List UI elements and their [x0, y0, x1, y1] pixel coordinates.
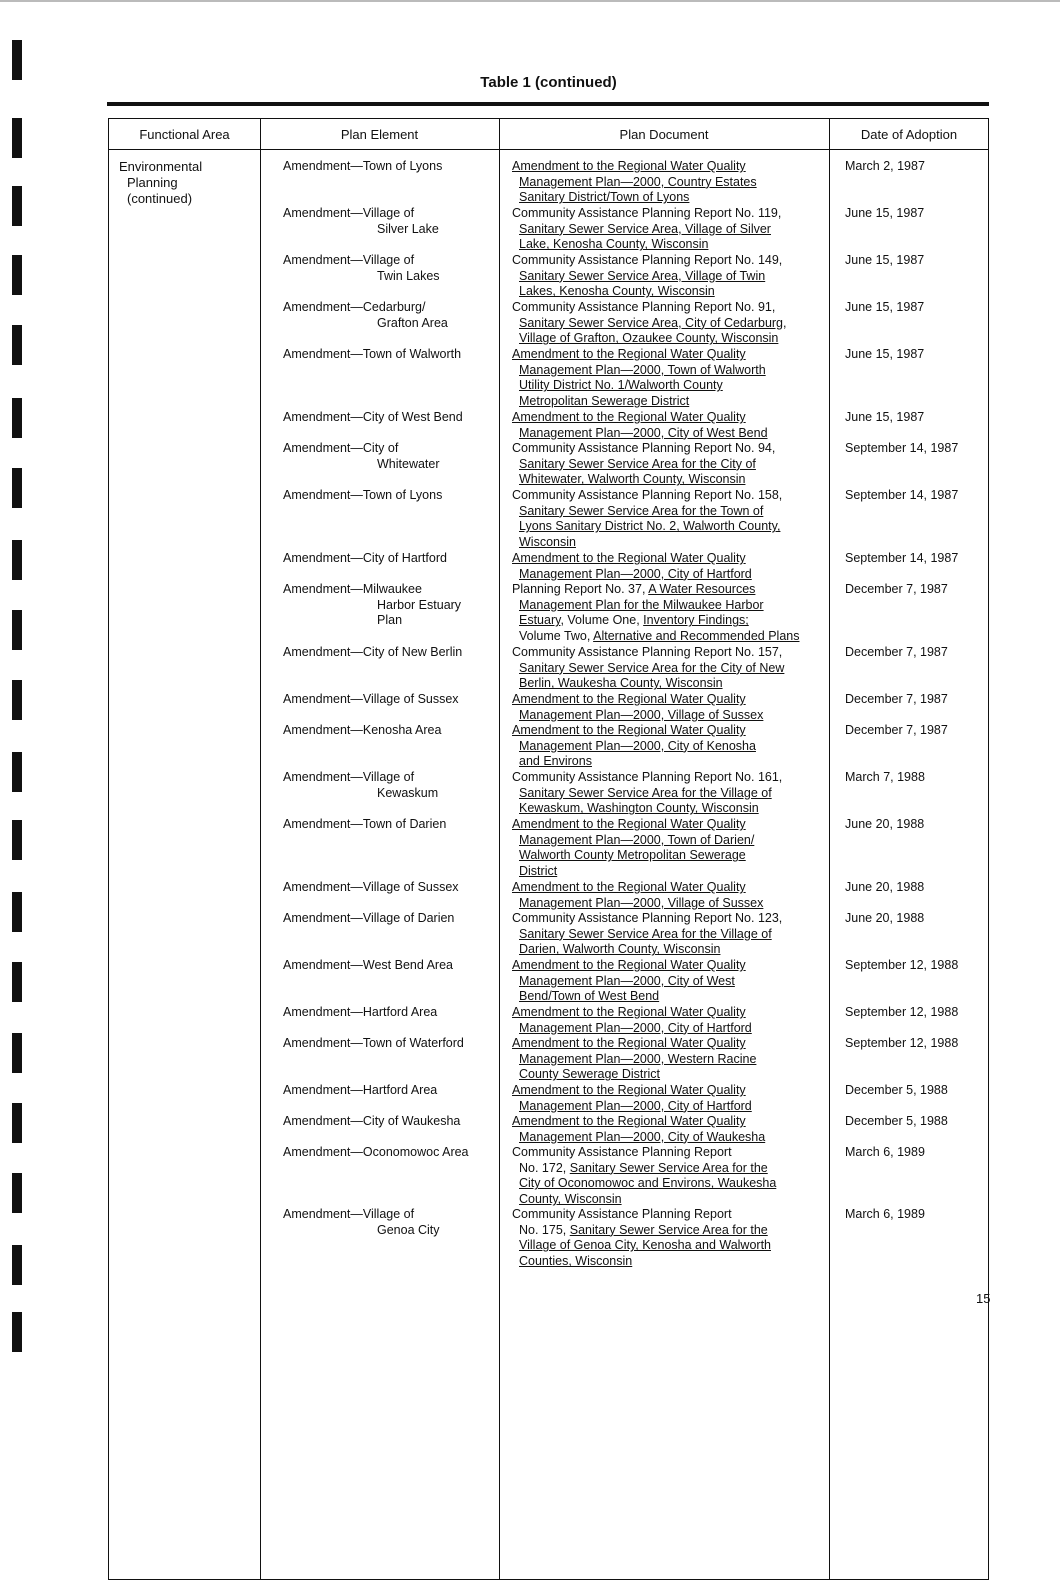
plan-document-line: Sanitary Sewer Service Area for the Town of	[519, 503, 764, 518]
date-of-adoption-cell: June 20, 1988	[845, 911, 925, 925]
plan-element-line: Amendment—Village of Sussex	[283, 692, 459, 706]
plan-document-cell	[512, 410, 832, 441]
plan-element-cell	[283, 551, 503, 567]
plan-element-cell	[283, 692, 503, 708]
header-plan-document: Plan Document	[619, 127, 709, 142]
plan-document-line: Utility District No. 1/Walworth County	[519, 378, 723, 393]
plan-element-cell	[283, 1083, 503, 1099]
binder-mark	[12, 468, 22, 508]
plan-element-line: Twin Lakes	[377, 268, 440, 283]
plan-element-line: Amendment—City of Hartford	[283, 551, 447, 565]
plan-document-line: Whitewater, Walworth County, Wisconsin	[519, 472, 746, 487]
plan-document-line: and Environs	[519, 754, 592, 769]
plan-element-line: Amendment—Town of Waterford	[283, 1036, 464, 1050]
date-of-adoption-cell: September 14, 1987	[845, 488, 959, 502]
plan-document-line: Amendment to the Regional Water Quality	[512, 1005, 746, 1019]
plan-document-line: Bend/Town of West Bend	[519, 989, 660, 1004]
date-of-adoption-cell: June 15, 1987	[845, 253, 925, 267]
plan-document-line: Metropolitan Sewerage District	[519, 394, 690, 409]
plan-document-line: Volume Two, Alternative and Recommended Plans	[519, 629, 800, 644]
plan-document-line: Community Assistance Planning Report No. 161,	[512, 770, 783, 784]
plan-document-cell	[512, 253, 832, 300]
plan-document-line: County, Wisconsin	[519, 1192, 622, 1207]
plan-document-cell	[512, 1114, 832, 1145]
plan-document-line: Sanitary Sewer Service Area for the City of	[519, 456, 756, 471]
plan-element-cell	[283, 1036, 503, 1052]
plan-element-cell	[283, 645, 503, 661]
plan-element-line: Kewaskum	[377, 785, 439, 800]
plan-element-cell	[283, 1145, 503, 1161]
plan-document-cell	[512, 770, 832, 817]
plan-element-line: Amendment—Village of	[283, 206, 415, 220]
plan-document-line: Management Plan—2000, City of Hartford	[519, 1020, 752, 1035]
plan-document-line: Sanitary Sewer Service Area for the Village of	[519, 785, 772, 800]
plan-document-line: Management Plan for the Milwaukee Harbor	[519, 597, 764, 612]
plan-document-cell	[512, 1036, 832, 1083]
plan-document-cell	[512, 441, 832, 488]
plan-element-line: Amendment—Village of Darien	[283, 911, 455, 925]
binder-mark	[12, 962, 22, 1002]
header-plan-element: Plan Element	[340, 127, 419, 142]
plan-document-line: Lakes, Kenosha County, Wisconsin	[519, 284, 715, 299]
plan-document-line: Management Plan—2000, Town of Walworth	[519, 362, 766, 377]
binder-mark	[12, 752, 22, 792]
plan-element-line: Amendment—Village of	[283, 1207, 415, 1221]
plan-document-line: Sanitary District/Town of Lyons	[519, 190, 690, 205]
date-of-adoption-cell: September 12, 1988	[845, 1005, 959, 1019]
plan-element-cell	[283, 441, 503, 472]
plan-element-line: Amendment—Hartford Area	[283, 1005, 438, 1019]
plan-element-cell	[283, 1207, 503, 1238]
binder-mark	[12, 255, 22, 295]
plan-document-cell	[512, 551, 832, 582]
date-of-adoption-cell: June 15, 1987	[845, 347, 925, 361]
plan-document-line: Community Assistance Planning Report No. 94,	[512, 441, 776, 455]
date-of-adoption-cell: March 7, 1988	[845, 770, 925, 784]
plan-document-line: Amendment to the Regional Water Quality	[512, 723, 746, 737]
plan-element-cell	[283, 817, 503, 833]
plan-element-cell	[283, 880, 503, 896]
binder-mark	[12, 1103, 22, 1143]
plan-document-line: Sanitary Sewer Service Area, Village of Twin	[519, 268, 766, 283]
plan-document-line: Management Plan—2000, City of West	[519, 973, 735, 988]
plan-document-cell	[512, 1145, 832, 1208]
plan-document-line: Community Assistance Planning Report No. 157,	[512, 645, 783, 659]
binder-mark	[12, 118, 22, 158]
plan-element-line: Amendment—City of	[283, 441, 399, 455]
plan-element-cell	[283, 488, 503, 504]
plan-document-line: Amendment to the Regional Water Quality	[512, 692, 746, 706]
plan-document-cell	[512, 582, 832, 645]
plan-element-line: Amendment—Town of Darien	[283, 817, 447, 831]
functional-area-line: (continued)	[127, 191, 193, 206]
plan-document-line: Community Assistance Planning Report No. 158,	[512, 488, 783, 502]
plan-element-line: Genoa City	[377, 1222, 440, 1237]
binder-mark	[12, 1312, 22, 1352]
plan-element-line: Amendment—Village of	[283, 253, 415, 267]
plan-document-line: Estuary, Volume One, Inventory Findings;	[519, 613, 749, 628]
plan-document-line: Counties, Wisconsin	[519, 1254, 633, 1269]
plan-element-cell	[283, 300, 503, 331]
date-of-adoption-cell: December 7, 1987	[845, 692, 948, 706]
plan-element-line: Amendment—Town of Lyons	[283, 159, 443, 173]
plan-document-line: Community Assistance Planning Report	[512, 1207, 732, 1221]
plan-document-line: Sanitary Sewer Service Area, Village of Silver	[519, 221, 771, 236]
date-of-adoption-cell: September 12, 1988	[845, 1036, 959, 1050]
plan-document-cell	[512, 1083, 832, 1114]
header-date-of-adoption: Date of Adoption	[860, 127, 958, 142]
date-of-adoption-cell: March 2, 1987	[845, 159, 925, 173]
plan-document-line: Community Assistance Planning Report No. 119,	[512, 206, 782, 220]
date-of-adoption-cell: June 15, 1987	[845, 206, 925, 220]
plan-document-line: Sanitary Sewer Service Area for the City of New	[519, 660, 785, 675]
column-divider	[260, 119, 261, 1579]
plan-document-cell	[512, 347, 832, 410]
plan-document-cell	[512, 817, 832, 880]
plan-element-cell	[283, 582, 503, 629]
plan-document-line: Lake, Kenosha County, Wisconsin	[519, 237, 709, 252]
date-of-adoption-cell: June 15, 1987	[845, 410, 925, 424]
adoption-table	[108, 118, 989, 1580]
plan-document-line: Lyons Sanitary District No. 2, Walworth County,	[519, 519, 781, 534]
plan-document-line: County Sewerage District	[519, 1067, 661, 1082]
plan-document-line: Management Plan—2000, Country Estates	[519, 174, 757, 189]
plan-document-cell	[512, 206, 832, 253]
plan-document-cell	[512, 1005, 832, 1036]
plan-document-line: Kewaskum, Washington County, Wisconsin	[519, 801, 759, 816]
plan-element-cell	[283, 770, 503, 801]
plan-element-cell	[283, 723, 503, 739]
date-of-adoption-cell: September 14, 1987	[845, 441, 959, 455]
plan-document-line: Amendment to the Regional Water Quality	[512, 1036, 746, 1050]
plan-element-cell	[283, 1005, 503, 1021]
plan-document-line: Sanitary Sewer Service Area, City of Cedarburg,	[519, 315, 787, 330]
plan-document-cell	[512, 692, 832, 723]
plan-document-line: City of Oconomowoc and Environs, Waukesha	[519, 1176, 777, 1191]
plan-document-line: Darien, Walworth County, Wisconsin	[519, 942, 721, 957]
plan-document-line: Management Plan—2000, Village of Sussex	[519, 895, 764, 910]
plan-document-line: Community Assistance Planning Report No. 123,	[512, 911, 783, 925]
plan-document-line: Amendment to the Regional Water Quality	[512, 159, 746, 173]
plan-document-cell	[512, 911, 832, 958]
plan-document-line: Community Assistance Planning Report No. 149,	[512, 253, 783, 267]
date-of-adoption-cell: June 20, 1988	[845, 817, 925, 831]
date-of-adoption-cell: December 7, 1987	[845, 723, 948, 737]
date-of-adoption-cell: December 7, 1987	[845, 582, 948, 596]
header-functional-area: Functional Area	[139, 127, 230, 142]
plan-document-line: Amendment to the Regional Water Quality	[512, 410, 746, 424]
plan-document-line: Amendment to the Regional Water Quality	[512, 551, 746, 565]
plan-document-line: Amendment to the Regional Water Quality	[512, 1114, 746, 1128]
plan-document-cell	[512, 958, 832, 1005]
functional-area-cell	[119, 159, 202, 207]
plan-document-line: Amendment to the Regional Water Quality	[512, 958, 746, 972]
plan-element-line: Amendment—Village of Sussex	[283, 880, 459, 894]
functional-area-line: Environmental	[119, 159, 203, 174]
plan-document-cell	[512, 645, 832, 692]
plan-element-cell	[283, 1114, 503, 1130]
plan-element-line: Whitewater	[377, 456, 440, 471]
plan-element-line: Silver Lake	[377, 221, 439, 236]
plan-element-line: Amendment—Hartford Area	[283, 1083, 438, 1097]
plan-document-cell	[512, 159, 832, 206]
plan-document-cell	[512, 880, 832, 911]
binder-mark	[12, 1245, 22, 1285]
plan-document-line: Management Plan—2000, City of Waukesha	[519, 1129, 766, 1144]
plan-document-line: No. 172, Sanitary Sewer Service Area for the	[519, 1160, 768, 1175]
plan-document-line: Wisconsin	[519, 535, 576, 550]
date-of-adoption-cell: June 20, 1988	[845, 880, 925, 894]
plan-document-cell	[512, 723, 832, 770]
plan-element-cell	[283, 206, 503, 237]
plan-element-line: Amendment—Oconomowoc Area	[283, 1145, 469, 1159]
plan-element-line: Amendment—Cedarburg/	[283, 300, 426, 314]
plan-document-line: Village of Genoa City, Kenosha and Walworth	[519, 1238, 771, 1253]
header-divider	[109, 149, 988, 150]
plan-document-cell	[512, 488, 832, 551]
plan-document-line: District	[519, 864, 558, 879]
plan-document-line: Community Assistance Planning Report	[512, 1145, 732, 1159]
binder-mark	[12, 610, 22, 650]
plan-document-line: Berlin, Waukesha County, Wisconsin	[519, 676, 723, 691]
plan-document-line: Amendment to the Regional Water Quality	[512, 347, 746, 361]
plan-document-line: Management Plan—2000, Village of Sussex	[519, 707, 764, 722]
plan-element-cell	[283, 159, 503, 175]
plan-document-line: Management Plan—2000, City of Hartford	[519, 566, 752, 581]
plan-element-line: Amendment—Village of	[283, 770, 415, 784]
title-rule	[107, 102, 989, 106]
date-of-adoption-cell: September 12, 1988	[845, 958, 959, 972]
plan-element-line: Amendment—City of Waukesha	[283, 1114, 461, 1128]
plan-document-line: Village of Grafton, Ozaukee County, Wisconsin	[519, 331, 779, 346]
plan-element-line: Amendment—Milwaukee	[283, 582, 422, 596]
plan-element-line: Amendment—Kenosha Area	[283, 723, 442, 737]
plan-document-line: Management Plan—2000, City of Hartford	[519, 1098, 752, 1113]
binder-mark	[12, 186, 22, 226]
binder-mark	[12, 1173, 22, 1213]
functional-area-line: Planning	[127, 175, 178, 190]
column-divider	[499, 119, 500, 1579]
date-of-adoption-cell: March 6, 1989	[845, 1207, 925, 1221]
date-of-adoption-cell: June 15, 1987	[845, 300, 925, 314]
scan-edge	[0, 0, 1060, 2]
date-of-adoption-cell: December 7, 1987	[845, 645, 948, 659]
plan-element-line: Amendment—City of New Berlin	[283, 645, 463, 659]
binder-mark	[12, 540, 22, 580]
plan-element-line: Amendment—Town of Lyons	[283, 488, 443, 502]
date-of-adoption-cell: December 5, 1988	[845, 1083, 948, 1097]
plan-element-line: Plan	[377, 613, 403, 628]
plan-element-line: Grafton Area	[377, 315, 448, 330]
binder-mark	[12, 398, 22, 438]
plan-document-line: Management Plan—2000, City of Kenosha	[519, 738, 756, 753]
plan-document-line: Amendment to the Regional Water Quality	[512, 1083, 746, 1097]
plan-document-line: Management Plan—2000, City of West Bend	[519, 425, 768, 440]
plan-document-line: Community Assistance Planning Report No. 91,	[512, 300, 776, 314]
plan-element-line: Amendment—Town of Walworth	[283, 347, 462, 361]
plan-element-cell	[283, 347, 503, 363]
plan-element-line: Harbor Estuary	[377, 597, 462, 612]
binder-mark	[12, 1033, 22, 1073]
plan-element-cell	[283, 253, 503, 284]
date-of-adoption-cell: March 6, 1989	[845, 1145, 925, 1159]
plan-document-line: Walworth County Metropolitan Sewerage	[519, 848, 746, 863]
date-of-adoption-cell: September 14, 1987	[845, 551, 959, 565]
plan-element-cell	[283, 911, 503, 927]
page-number: 15	[976, 1291, 991, 1306]
page-title: Table 1 (continued)	[480, 74, 617, 91]
plan-document-cell	[512, 300, 832, 347]
plan-element-cell	[283, 410, 503, 426]
plan-document-line: Sanitary Sewer Service Area for the Village of	[519, 926, 772, 941]
plan-document-line: Amendment to the Regional Water Quality	[512, 817, 746, 831]
plan-document-line: Management Plan—2000, Town of Darien/	[519, 832, 755, 847]
plan-element-line: Amendment—City of West Bend	[283, 410, 463, 424]
date-of-adoption-cell: December 5, 1988	[845, 1114, 948, 1128]
binder-mark	[12, 892, 22, 932]
plan-document-line: Planning Report No. 37, A Water Resources	[512, 582, 756, 596]
plan-document-cell	[512, 1207, 832, 1270]
plan-document-line: Amendment to the Regional Water Quality	[512, 880, 746, 894]
plan-element-cell	[283, 958, 503, 974]
plan-element-line: Amendment—West Bend Area	[283, 958, 453, 972]
plan-document-line: No. 175, Sanitary Sewer Service Area for the	[519, 1222, 768, 1237]
binder-mark	[12, 820, 22, 860]
binder-mark	[12, 325, 22, 365]
plan-document-line: Management Plan—2000, Western Racine	[519, 1051, 757, 1066]
binder-mark	[12, 680, 22, 720]
